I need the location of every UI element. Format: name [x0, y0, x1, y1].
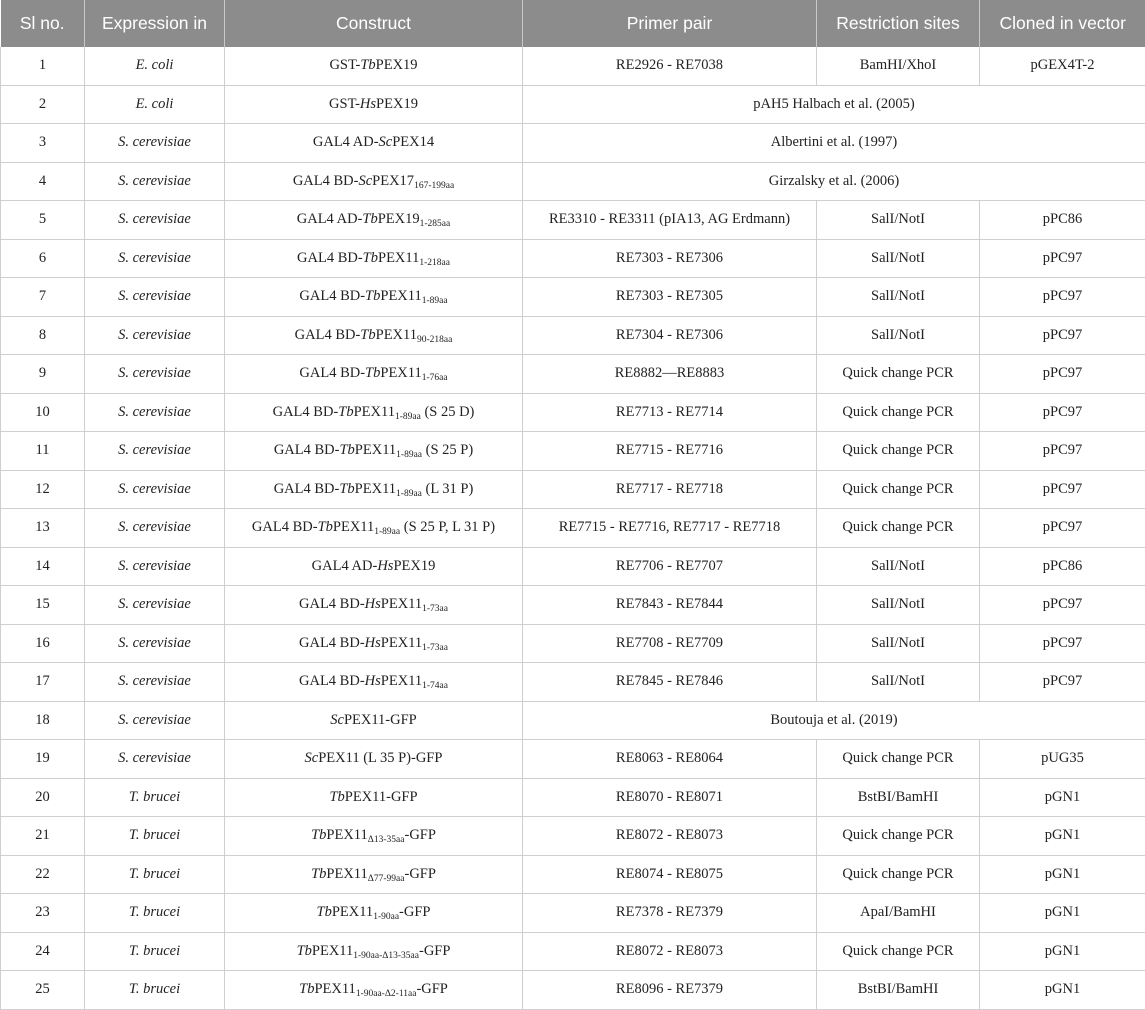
construct-part: PEX11: [354, 480, 397, 497]
cell-sl-no: 1: [1, 47, 85, 85]
construct-part: GAL4 BD-: [273, 442, 340, 459]
cell-reference: pAH5 Halbach et al. (2005): [523, 85, 1145, 124]
construct-part: 1-90aa-Δ13-35aa: [353, 950, 419, 961]
cell-vector: pPC97: [980, 509, 1145, 548]
cell-vector: pPC97: [980, 586, 1145, 625]
cell-primer-pair: RE7303 - RE7305: [523, 278, 817, 317]
cell-expression-in: [85, 432, 225, 471]
table-row: [1, 393, 1145, 432]
table-row: [1, 239, 1145, 278]
cell-construct: [225, 470, 523, 509]
construct-part: Hs: [377, 557, 394, 574]
table-row: [1, 47, 1145, 85]
species-name: S. cerevisiae: [118, 211, 191, 228]
species-name: S. cerevisiae: [118, 403, 191, 420]
construct-part: PEX11: [380, 288, 422, 305]
cell-vector: pGN1: [980, 932, 1145, 971]
cell-vector: pGN1: [980, 778, 1145, 817]
cell-construct: [225, 547, 523, 586]
construct-part: -GFP: [399, 904, 431, 921]
construct-part: GAL4 BD-: [294, 326, 361, 343]
construct-part: GAL4 BD-: [297, 249, 363, 266]
table-row: [1, 817, 1145, 856]
cell-primer-pair: RE8070 - RE8071: [523, 778, 817, 817]
cell-expression-in: [85, 239, 225, 278]
construct-part: 167-199aa: [414, 180, 455, 191]
construct-part: Tb: [360, 326, 376, 343]
cell-vector: pPC97: [980, 393, 1145, 432]
table-row: [1, 586, 1145, 625]
cell-restriction-sites: SalI/NotI: [817, 624, 980, 663]
cell-vector: pPC97: [980, 624, 1145, 663]
table-row: [1, 162, 1145, 201]
construct-part: GAL4 BD-: [272, 403, 339, 420]
construct-part: 1-285aa: [419, 219, 451, 230]
cell-expression-in: [85, 624, 225, 663]
cell-vector: pGN1: [980, 855, 1145, 894]
cell-sl-no: 15: [1, 586, 85, 625]
cell-expression-in: [85, 663, 225, 702]
construct-part: Sc: [358, 172, 373, 189]
cell-vector: pPC86: [980, 547, 1145, 586]
construct-part: Tb: [299, 981, 315, 998]
table-body: [1, 47, 1145, 1009]
table-row: [1, 124, 1145, 163]
construct-part: (S 25 P, L 31 P): [400, 519, 496, 536]
header-restriction-sites: Restriction sites: [817, 0, 980, 47]
header-construct: Construct: [225, 0, 523, 47]
species-name: S. cerevisiae: [118, 134, 191, 151]
cell-sl-no: 24: [1, 932, 85, 971]
cell-restriction-sites: BstBI/BamHI: [817, 778, 980, 817]
cell-primer-pair: RE7303 - RE7306: [523, 239, 817, 278]
construct-part: PEX11: [380, 673, 423, 690]
cell-vector: pPC97: [980, 432, 1145, 471]
table-row: [1, 432, 1145, 471]
cell-reference: Boutouja et al. (2019): [523, 701, 1145, 740]
table-row: [1, 85, 1145, 124]
cell-expression-in: [85, 393, 225, 432]
cell-construct: [225, 663, 523, 702]
construct-part: Hs: [364, 596, 381, 613]
table-row: [1, 355, 1145, 394]
cell-construct: [225, 894, 523, 933]
cell-construct: [225, 701, 523, 740]
cell-primer-pair: RE8063 - RE8064: [523, 740, 817, 779]
construct-part: (S 25 P): [422, 442, 474, 459]
cell-restriction-sites: SalI/NotI: [817, 663, 980, 702]
construct-part: PEX11: [354, 442, 397, 459]
construct-part: -GFP: [418, 942, 451, 959]
cell-sl-no: 2: [1, 85, 85, 124]
cell-construct: [225, 278, 523, 317]
construct-part: Tb: [365, 365, 381, 382]
construct-part: Tb: [296, 942, 312, 959]
construct-part: GAL4 AD-: [296, 211, 363, 228]
species-name: S. cerevisiae: [118, 557, 191, 574]
construct-part: GAL4 AD-: [312, 134, 379, 151]
species-name: S. cerevisiae: [118, 596, 191, 613]
construct-part: PEX11: [375, 326, 417, 343]
table-row: [1, 971, 1145, 1010]
construct-part: (S 25 D): [420, 403, 475, 420]
table-row: [1, 316, 1145, 355]
species-name: S. cerevisiae: [118, 634, 191, 651]
cell-expression-in: [85, 547, 225, 586]
construct-part: GAL4 BD-: [299, 673, 365, 690]
cell-vector: pPC86: [980, 201, 1145, 240]
construct-part: PEX11-GFP: [343, 711, 417, 728]
cell-restriction-sites: SalI/NotI: [817, 278, 980, 317]
cell-sl-no: 21: [1, 817, 85, 856]
cell-construct: [225, 316, 523, 355]
construct-part: 1-89aa: [396, 488, 422, 499]
construct-part: 1-73aa: [422, 604, 448, 615]
construct-part: 1-89aa: [374, 527, 401, 538]
construct-part: PEX11: [380, 365, 422, 382]
construct-part: GAL4 BD-: [292, 172, 359, 189]
cell-primer-pair: RE8072 - RE8073: [523, 932, 817, 971]
species-name: S. cerevisiae: [118, 519, 191, 536]
species-name: T. brucei: [128, 904, 181, 921]
cell-sl-no: 14: [1, 547, 85, 586]
cell-primer-pair: RE7845 - RE7846: [523, 663, 817, 702]
construct-part: 1-89aa: [421, 296, 448, 307]
cell-expression-in: [85, 817, 225, 856]
cell-primer-pair: RE7304 - RE7306: [523, 316, 817, 355]
cell-sl-no: 17: [1, 663, 85, 702]
construct-part: 1-89aa: [396, 450, 423, 461]
cell-reference: Albertini et al. (1997): [523, 124, 1145, 163]
construct-part: 1-90aa-Δ2-11aa: [355, 989, 417, 1000]
cell-primer-pair: RE8882—RE8883: [523, 355, 817, 394]
species-name: S. cerevisiae: [118, 288, 191, 305]
species-name: S. cerevisiae: [118, 249, 191, 266]
construct-part: PEX11: [378, 249, 420, 266]
cell-construct: [225, 393, 523, 432]
construct-part: GST-: [329, 95, 360, 112]
cell-vector: pPC97: [980, 470, 1145, 509]
construct-part: GAL4 BD-: [299, 365, 366, 382]
table-row: [1, 470, 1145, 509]
cell-vector: pPC97: [980, 663, 1145, 702]
cell-sl-no: 8: [1, 316, 85, 355]
cell-vector: pGN1: [980, 971, 1145, 1010]
species-name: T. brucei: [128, 827, 181, 844]
construct-part: Tb: [362, 249, 378, 266]
cell-expression-in: [85, 278, 225, 317]
construct-part: PEX19: [375, 57, 418, 74]
cell-construct: [225, 740, 523, 779]
species-name: E. coli: [135, 57, 174, 74]
table-row: [1, 701, 1145, 740]
species-name: S. cerevisiae: [118, 365, 191, 382]
table-row: [1, 894, 1145, 933]
header-sl-no: Sl no.: [1, 0, 85, 47]
construct-part: Tb: [360, 57, 376, 74]
cell-expression-in: [85, 355, 225, 394]
construct-part: GAL4 BD-: [299, 596, 365, 613]
cell-sl-no: 9: [1, 355, 85, 394]
construct-part: PEX11: [332, 519, 375, 536]
construct-part: GAL4 AD-: [311, 557, 378, 574]
cell-vector: pGN1: [980, 894, 1145, 933]
construct-part: Hs: [364, 634, 381, 651]
cell-expression-in: [85, 778, 225, 817]
cell-vector: pPC97: [980, 316, 1145, 355]
cell-construct: [225, 971, 523, 1010]
cell-expression-in: [85, 855, 225, 894]
cell-construct: [225, 932, 523, 971]
cell-expression-in: [85, 85, 225, 124]
cell-sl-no: 6: [1, 239, 85, 278]
construct-part: 90-218aa: [416, 334, 453, 345]
species-name: S. cerevisiae: [118, 750, 191, 767]
construct-part: PEX19: [376, 95, 418, 112]
construct-part: PEX11: [314, 981, 356, 998]
cell-expression-in: [85, 470, 225, 509]
construct-part: GAL4 BD-: [299, 634, 365, 651]
cell-sl-no: 19: [1, 740, 85, 779]
cell-sl-no: 16: [1, 624, 85, 663]
table-header: [1, 0, 1145, 47]
header-cloned-in-vector: Cloned in vector: [980, 0, 1145, 47]
construct-part: Tb: [317, 519, 333, 536]
construct-part: -GFP: [404, 827, 436, 844]
cell-vector: pPC97: [980, 278, 1145, 317]
cell-expression-in: [85, 586, 225, 625]
construct-part: 1-73aa: [422, 642, 448, 653]
cell-expression-in: [85, 932, 225, 971]
cell-construct: [225, 85, 523, 124]
construct-part: Tb: [311, 865, 327, 882]
table-row: [1, 278, 1145, 317]
construct-part: Tb: [316, 904, 332, 921]
construct-part: GAL4 BD-: [299, 288, 366, 305]
table-row: [1, 201, 1145, 240]
cell-sl-no: 23: [1, 894, 85, 933]
construct-part: Tb: [365, 288, 381, 305]
cell-expression-in: [85, 509, 225, 548]
construct-part: 1-89aa: [394, 411, 421, 422]
cell-expression-in: [85, 894, 225, 933]
species-name: S. cerevisiae: [118, 326, 191, 343]
species-name: S. cerevisiae: [118, 442, 191, 459]
construct-part: GAL4 BD-: [273, 480, 340, 497]
cell-construct: [225, 778, 523, 817]
construct-part: PEX17: [372, 172, 415, 189]
construct-part: PEX11: [380, 596, 423, 613]
cell-construct: [225, 124, 523, 163]
cell-expression-in: [85, 971, 225, 1010]
cell-restriction-sites: Quick change PCR: [817, 470, 980, 509]
construct-part: PEX11: [331, 904, 374, 921]
header-primer-pair: Primer pair: [523, 0, 817, 47]
cell-primer-pair: RE3310 - RE3311 (pIA13, AG Erdmann): [523, 201, 817, 240]
cell-primer-pair: RE7843 - RE7844: [523, 586, 817, 625]
cell-sl-no: 25: [1, 971, 85, 1010]
cell-restriction-sites: ApaI/BamHI: [817, 894, 980, 933]
construct-part: Sc: [378, 134, 393, 151]
construct-part: Tb: [338, 403, 354, 420]
cell-restriction-sites: Quick change PCR: [817, 740, 980, 779]
cell-sl-no: 10: [1, 393, 85, 432]
cell-primer-pair: RE7715 - RE7716: [523, 432, 817, 471]
species-name: T. brucei: [128, 788, 181, 805]
cell-expression-in: [85, 162, 225, 201]
cell-restriction-sites: Quick change PCR: [817, 355, 980, 394]
cell-sl-no: 20: [1, 778, 85, 817]
construct-part: PEX14: [392, 134, 435, 151]
cell-construct: [225, 817, 523, 856]
header-row: [1, 0, 1145, 47]
construct-part: PEX11 (L 35 P)-GFP: [318, 750, 443, 767]
cell-construct: [225, 162, 523, 201]
construct-part: 1-90aa: [373, 912, 400, 923]
cell-sl-no: 7: [1, 278, 85, 317]
construct-part: Δ13-35aa: [367, 835, 405, 846]
construct-part: PEX11: [311, 942, 354, 959]
cell-sl-no: 4: [1, 162, 85, 201]
cell-expression-in: [85, 701, 225, 740]
cell-expression-in: [85, 124, 225, 163]
construct-part: Sc: [330, 711, 344, 728]
cell-primer-pair: RE7378 - RE7379: [523, 894, 817, 933]
construct-part: PEX11: [326, 865, 368, 882]
species-name: T. brucei: [128, 981, 181, 998]
cell-restriction-sites: SalI/NotI: [817, 547, 980, 586]
cell-primer-pair: RE8072 - RE8073: [523, 817, 817, 856]
cell-restriction-sites: Quick change PCR: [817, 393, 980, 432]
species-name: S. cerevisiae: [118, 172, 191, 189]
construct-part: PEX11: [353, 403, 395, 420]
table-row: [1, 778, 1145, 817]
construct-part: Tb: [329, 788, 345, 805]
cell-restriction-sites: SalI/NotI: [817, 201, 980, 240]
construct-part: 1-74aa: [422, 681, 448, 692]
cell-primer-pair: RE8096 - RE7379: [523, 971, 817, 1010]
cell-primer-pair: RE7713 - RE7714: [523, 393, 817, 432]
species-name: S. cerevisiae: [118, 673, 191, 690]
species-name: S. cerevisiae: [118, 480, 191, 497]
cell-construct: [225, 47, 523, 85]
cell-construct: [225, 586, 523, 625]
construct-part: 1-76aa: [421, 373, 448, 384]
construct-part: PEX11-GFP: [344, 788, 418, 805]
table-row: [1, 663, 1145, 702]
construct-part: GST-: [329, 57, 361, 74]
cell-restriction-sites: Quick change PCR: [817, 509, 980, 548]
construct-part: PEX19: [393, 557, 436, 574]
cell-construct: [225, 355, 523, 394]
table-row: [1, 932, 1145, 971]
construct-part: Tb: [339, 480, 355, 497]
cell-restriction-sites: SalI/NotI: [817, 316, 980, 355]
table-row: [1, 547, 1145, 586]
species-name: S. cerevisiae: [118, 711, 191, 728]
species-name: T. brucei: [128, 865, 181, 882]
construct-part: Tb: [362, 211, 378, 228]
cell-sl-no: 3: [1, 124, 85, 163]
cell-construct: [225, 201, 523, 240]
construct-part: Tb: [311, 827, 327, 844]
cell-primer-pair: RE7706 - RE7707: [523, 547, 817, 586]
cell-sl-no: 11: [1, 432, 85, 471]
table-row: [1, 740, 1145, 779]
cell-restriction-sites: Quick change PCR: [817, 817, 980, 856]
construct-part: Hs: [364, 673, 381, 690]
cell-construct: [225, 432, 523, 471]
cell-restriction-sites: Quick change PCR: [817, 855, 980, 894]
species-name: T. brucei: [128, 942, 181, 959]
construct-part: PEX11: [380, 634, 423, 651]
table-row: [1, 624, 1145, 663]
construct-part: Δ77-99aa: [367, 873, 405, 884]
cell-vector: pUG35: [980, 740, 1145, 779]
construct-part: 1-218aa: [419, 257, 450, 268]
cell-restriction-sites: Quick change PCR: [817, 432, 980, 471]
cell-primer-pair: RE7708 - RE7709: [523, 624, 817, 663]
construct-part: Hs: [359, 95, 377, 112]
cell-restriction-sites: SalI/NotI: [817, 586, 980, 625]
cell-primer-pair: RE7717 - RE7718: [523, 470, 817, 509]
cell-vector: pGEX4T-2: [980, 47, 1145, 85]
cell-sl-no: 13: [1, 509, 85, 548]
species-name: E. coli: [135, 95, 174, 112]
cell-construct: [225, 855, 523, 894]
construct-part: (L 31 P): [421, 480, 474, 497]
cell-expression-in: [85, 47, 225, 85]
cell-construct: [225, 624, 523, 663]
cell-restriction-sites: BstBI/BamHI: [817, 971, 980, 1010]
cell-primer-pair: RE8074 - RE8075: [523, 855, 817, 894]
cell-sl-no: 22: [1, 855, 85, 894]
construct-part: PEX19: [377, 211, 420, 228]
cell-reference: Girzalsky et al. (2006): [523, 162, 1145, 201]
table-row: [1, 509, 1145, 548]
cell-primer-pair: RE7715 - RE7716, RE7717 - RE7718: [523, 509, 817, 548]
table-row: [1, 855, 1145, 894]
cell-restriction-sites: SalI/NotI: [817, 239, 980, 278]
header-expression-in: Expression in: [85, 0, 225, 47]
cell-restriction-sites: Quick change PCR: [817, 932, 980, 971]
cell-expression-in: [85, 201, 225, 240]
cell-expression-in: [85, 740, 225, 779]
construct-part: -GFP: [404, 865, 436, 882]
cell-sl-no: 5: [1, 201, 85, 240]
construct-part: PEX11: [326, 827, 368, 844]
cell-restriction-sites: BamHI/XhoI: [817, 47, 980, 85]
cell-construct: [225, 509, 523, 548]
cell-construct: [225, 239, 523, 278]
cell-primer-pair: RE2926 - RE7038: [523, 47, 817, 85]
cell-vector: pPC97: [980, 239, 1145, 278]
construct-part: Sc: [304, 750, 319, 767]
cell-sl-no: 12: [1, 470, 85, 509]
construct-part: Tb: [339, 442, 355, 459]
construct-part: GAL4 BD-: [251, 519, 318, 536]
cell-sl-no: 18: [1, 701, 85, 740]
cell-expression-in: [85, 316, 225, 355]
construct-part: -GFP: [416, 981, 448, 998]
cell-vector: pGN1: [980, 817, 1145, 856]
cell-vector: pPC97: [980, 355, 1145, 394]
